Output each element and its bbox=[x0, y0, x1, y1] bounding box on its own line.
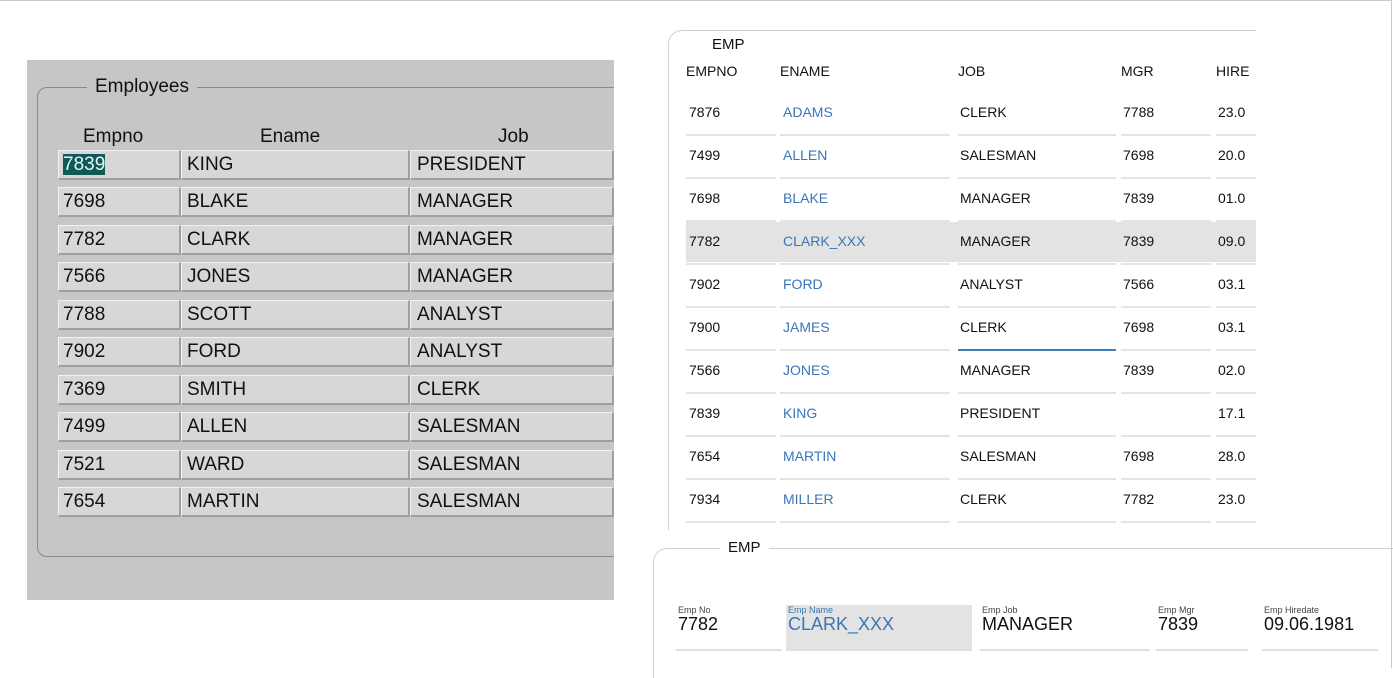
empno-field[interactable]: 7499 bbox=[58, 412, 181, 442]
emp-name-label: Emp Name bbox=[788, 605, 834, 615]
selected-text: 7839 bbox=[63, 154, 106, 175]
job-field[interactable]: ANALYST bbox=[410, 337, 614, 367]
job-field[interactable]: CLERK bbox=[410, 375, 614, 405]
job-field[interactable]: SALESMAN bbox=[410, 450, 614, 480]
empno-cell[interactable]: 7839 bbox=[686, 393, 776, 437]
empno-column-header[interactable]: EMPNO bbox=[686, 63, 738, 79]
ename-link[interactable]: MILLER bbox=[780, 479, 950, 523]
job-field[interactable]: MANAGER bbox=[410, 262, 614, 292]
job-cell[interactable]: SALESMAN bbox=[958, 135, 1116, 179]
emp-job-label: Emp Job bbox=[982, 605, 1018, 615]
job-field[interactable]: PRESIDENT bbox=[410, 150, 614, 180]
empno-field[interactable]: 7566 bbox=[58, 262, 181, 292]
job-column-header: Job bbox=[498, 126, 529, 147]
mgr-cell[interactable]: 7839 bbox=[1121, 178, 1211, 222]
mgr-cell[interactable]: 7566 bbox=[1121, 264, 1211, 308]
empno-cell[interactable]: 7900 bbox=[686, 307, 776, 351]
job-field[interactable]: SALESMAN bbox=[410, 487, 614, 517]
emp-detail-legend: EMP bbox=[720, 539, 769, 556]
empno-field[interactable]: 7521 bbox=[58, 450, 181, 480]
mgr-cell[interactable]: 7782 bbox=[1121, 479, 1211, 523]
ename-link[interactable]: ADAMS bbox=[780, 92, 950, 136]
ename-field[interactable]: BLAKE bbox=[181, 187, 410, 217]
empno-field[interactable]: 7782 bbox=[58, 225, 181, 255]
empno-cell[interactable]: 7566 bbox=[686, 350, 776, 394]
job-field[interactable]: MANAGER bbox=[410, 225, 614, 255]
hire-cell[interactable]: 03.1 bbox=[1216, 307, 1256, 351]
hire-cell[interactable]: 23.0 bbox=[1216, 479, 1256, 523]
emp-job-field[interactable] bbox=[980, 605, 1150, 651]
emp-mgr-value: 7839 bbox=[1158, 614, 1199, 634]
mgr-cell[interactable]: 7839 bbox=[1121, 350, 1211, 394]
hire-cell[interactable]: 23.0 bbox=[1216, 92, 1256, 136]
empno-cell[interactable]: 7902 bbox=[686, 264, 776, 308]
empno-cell[interactable]: 7876 bbox=[686, 92, 776, 136]
emp-name-value: CLARK_XXX bbox=[788, 614, 895, 634]
ename-link[interactable]: JONES bbox=[780, 350, 950, 394]
ename-link[interactable]: MARTIN bbox=[780, 436, 950, 480]
job-cell[interactable]: CLERK bbox=[958, 479, 1116, 523]
ename-field[interactable]: KING bbox=[181, 150, 410, 180]
job-field[interactable]: ANALYST bbox=[410, 300, 614, 330]
hire-cell[interactable]: 03.1 bbox=[1216, 264, 1256, 308]
ename-link[interactable]: ALLEN bbox=[780, 135, 950, 179]
ename-field[interactable]: ALLEN bbox=[181, 412, 410, 442]
job-cell[interactable]: MANAGER bbox=[958, 221, 1116, 265]
emp-no-value: 7782 bbox=[678, 614, 719, 634]
mgr-cell[interactable]: 7698 bbox=[1121, 307, 1211, 351]
ename-field[interactable]: SMITH bbox=[181, 375, 410, 405]
emp-mgr-label: Emp Mgr bbox=[1158, 605, 1195, 615]
hire-cell[interactable]: 09.0 bbox=[1216, 221, 1256, 265]
empno-cell[interactable]: 7934 bbox=[686, 479, 776, 523]
empno-cell[interactable]: 7654 bbox=[686, 436, 776, 480]
emp-hiredate-field[interactable] bbox=[1262, 605, 1378, 651]
emp-table-legend: EMP bbox=[706, 36, 751, 53]
ename-link[interactable]: BLAKE bbox=[780, 178, 950, 222]
mgr-cell[interactable]: 7788 bbox=[1121, 92, 1211, 136]
hire-column-header[interactable]: HIRE bbox=[1216, 63, 1250, 79]
job-cell[interactable]: CLERK bbox=[958, 92, 1116, 136]
job-cell[interactable]: MANAGER bbox=[958, 178, 1116, 222]
ename-field[interactable]: SCOTT bbox=[181, 300, 410, 330]
job-column-header[interactable]: JOB bbox=[958, 63, 986, 79]
empno-cell[interactable]: 7499 bbox=[686, 135, 776, 179]
empno-field[interactable]: 7902 bbox=[58, 337, 181, 367]
job-cell-focused[interactable]: CLERK bbox=[958, 307, 1116, 351]
ename-link[interactable]: CLARK_XXX bbox=[780, 221, 950, 265]
job-cell[interactable]: ANALYST bbox=[958, 264, 1116, 308]
empno-field[interactable]: 7788 bbox=[58, 300, 181, 330]
emp-mgr-field[interactable] bbox=[1156, 605, 1248, 651]
job-field[interactable]: MANAGER bbox=[410, 187, 614, 217]
ename-link[interactable]: JAMES bbox=[780, 307, 950, 351]
emp-name-field[interactable] bbox=[786, 605, 972, 651]
job-cell[interactable]: SALESMAN bbox=[958, 436, 1116, 480]
hire-cell[interactable]: 20.0 bbox=[1216, 135, 1256, 179]
ename-field[interactable]: JONES bbox=[181, 262, 410, 292]
empno-column-header: Empno bbox=[83, 126, 144, 147]
empno-field[interactable]: 7698 bbox=[58, 187, 181, 217]
emp-no-field[interactable] bbox=[676, 605, 782, 651]
job-field[interactable]: SALESMAN bbox=[410, 412, 614, 442]
ename-link[interactable]: FORD bbox=[780, 264, 950, 308]
empno-field[interactable]: 7654 bbox=[58, 487, 181, 517]
ename-field[interactable]: CLARK bbox=[181, 225, 410, 255]
mgr-cell[interactable]: 7698 bbox=[1121, 135, 1211, 179]
employees-legend: Employees bbox=[87, 76, 197, 98]
mgr-cell[interactable]: 7839 bbox=[1121, 221, 1211, 265]
mgr-column-header[interactable]: MGR bbox=[1121, 63, 1154, 79]
empno-cell[interactable]: 7782 bbox=[686, 221, 776, 265]
emp-job-value: MANAGER bbox=[982, 614, 1074, 634]
job-cell[interactable]: MANAGER bbox=[958, 350, 1116, 394]
hire-cell[interactable]: 02.0 bbox=[1216, 350, 1256, 394]
ename-field[interactable]: MARTIN bbox=[181, 487, 410, 517]
ename-column-header: Ename bbox=[260, 126, 321, 147]
emp-no-label: Emp No bbox=[678, 605, 711, 615]
ename-column-header[interactable]: ENAME bbox=[780, 63, 830, 79]
hire-cell[interactable]: 17.1 bbox=[1216, 393, 1256, 437]
ename-field[interactable]: WARD bbox=[181, 450, 410, 480]
ename-field[interactable]: FORD bbox=[181, 337, 410, 367]
mgr-cell[interactable]: 7698 bbox=[1121, 436, 1211, 480]
emp-hiredate-value: 09.06.1981 bbox=[1264, 614, 1355, 634]
emp-hiredate-label: Emp Hiredate bbox=[1264, 605, 1320, 615]
ename-link[interactable]: KING bbox=[780, 393, 950, 437]
hire-cell[interactable]: 01.0 bbox=[1216, 178, 1256, 222]
mgr-cell[interactable] bbox=[1121, 393, 1211, 437]
job-cell[interactable]: PRESIDENT bbox=[958, 393, 1116, 437]
empno-cell[interactable]: 7698 bbox=[686, 178, 776, 222]
hire-cell[interactable]: 28.0 bbox=[1216, 436, 1256, 480]
empno-field[interactable]: 7369 bbox=[58, 375, 181, 405]
